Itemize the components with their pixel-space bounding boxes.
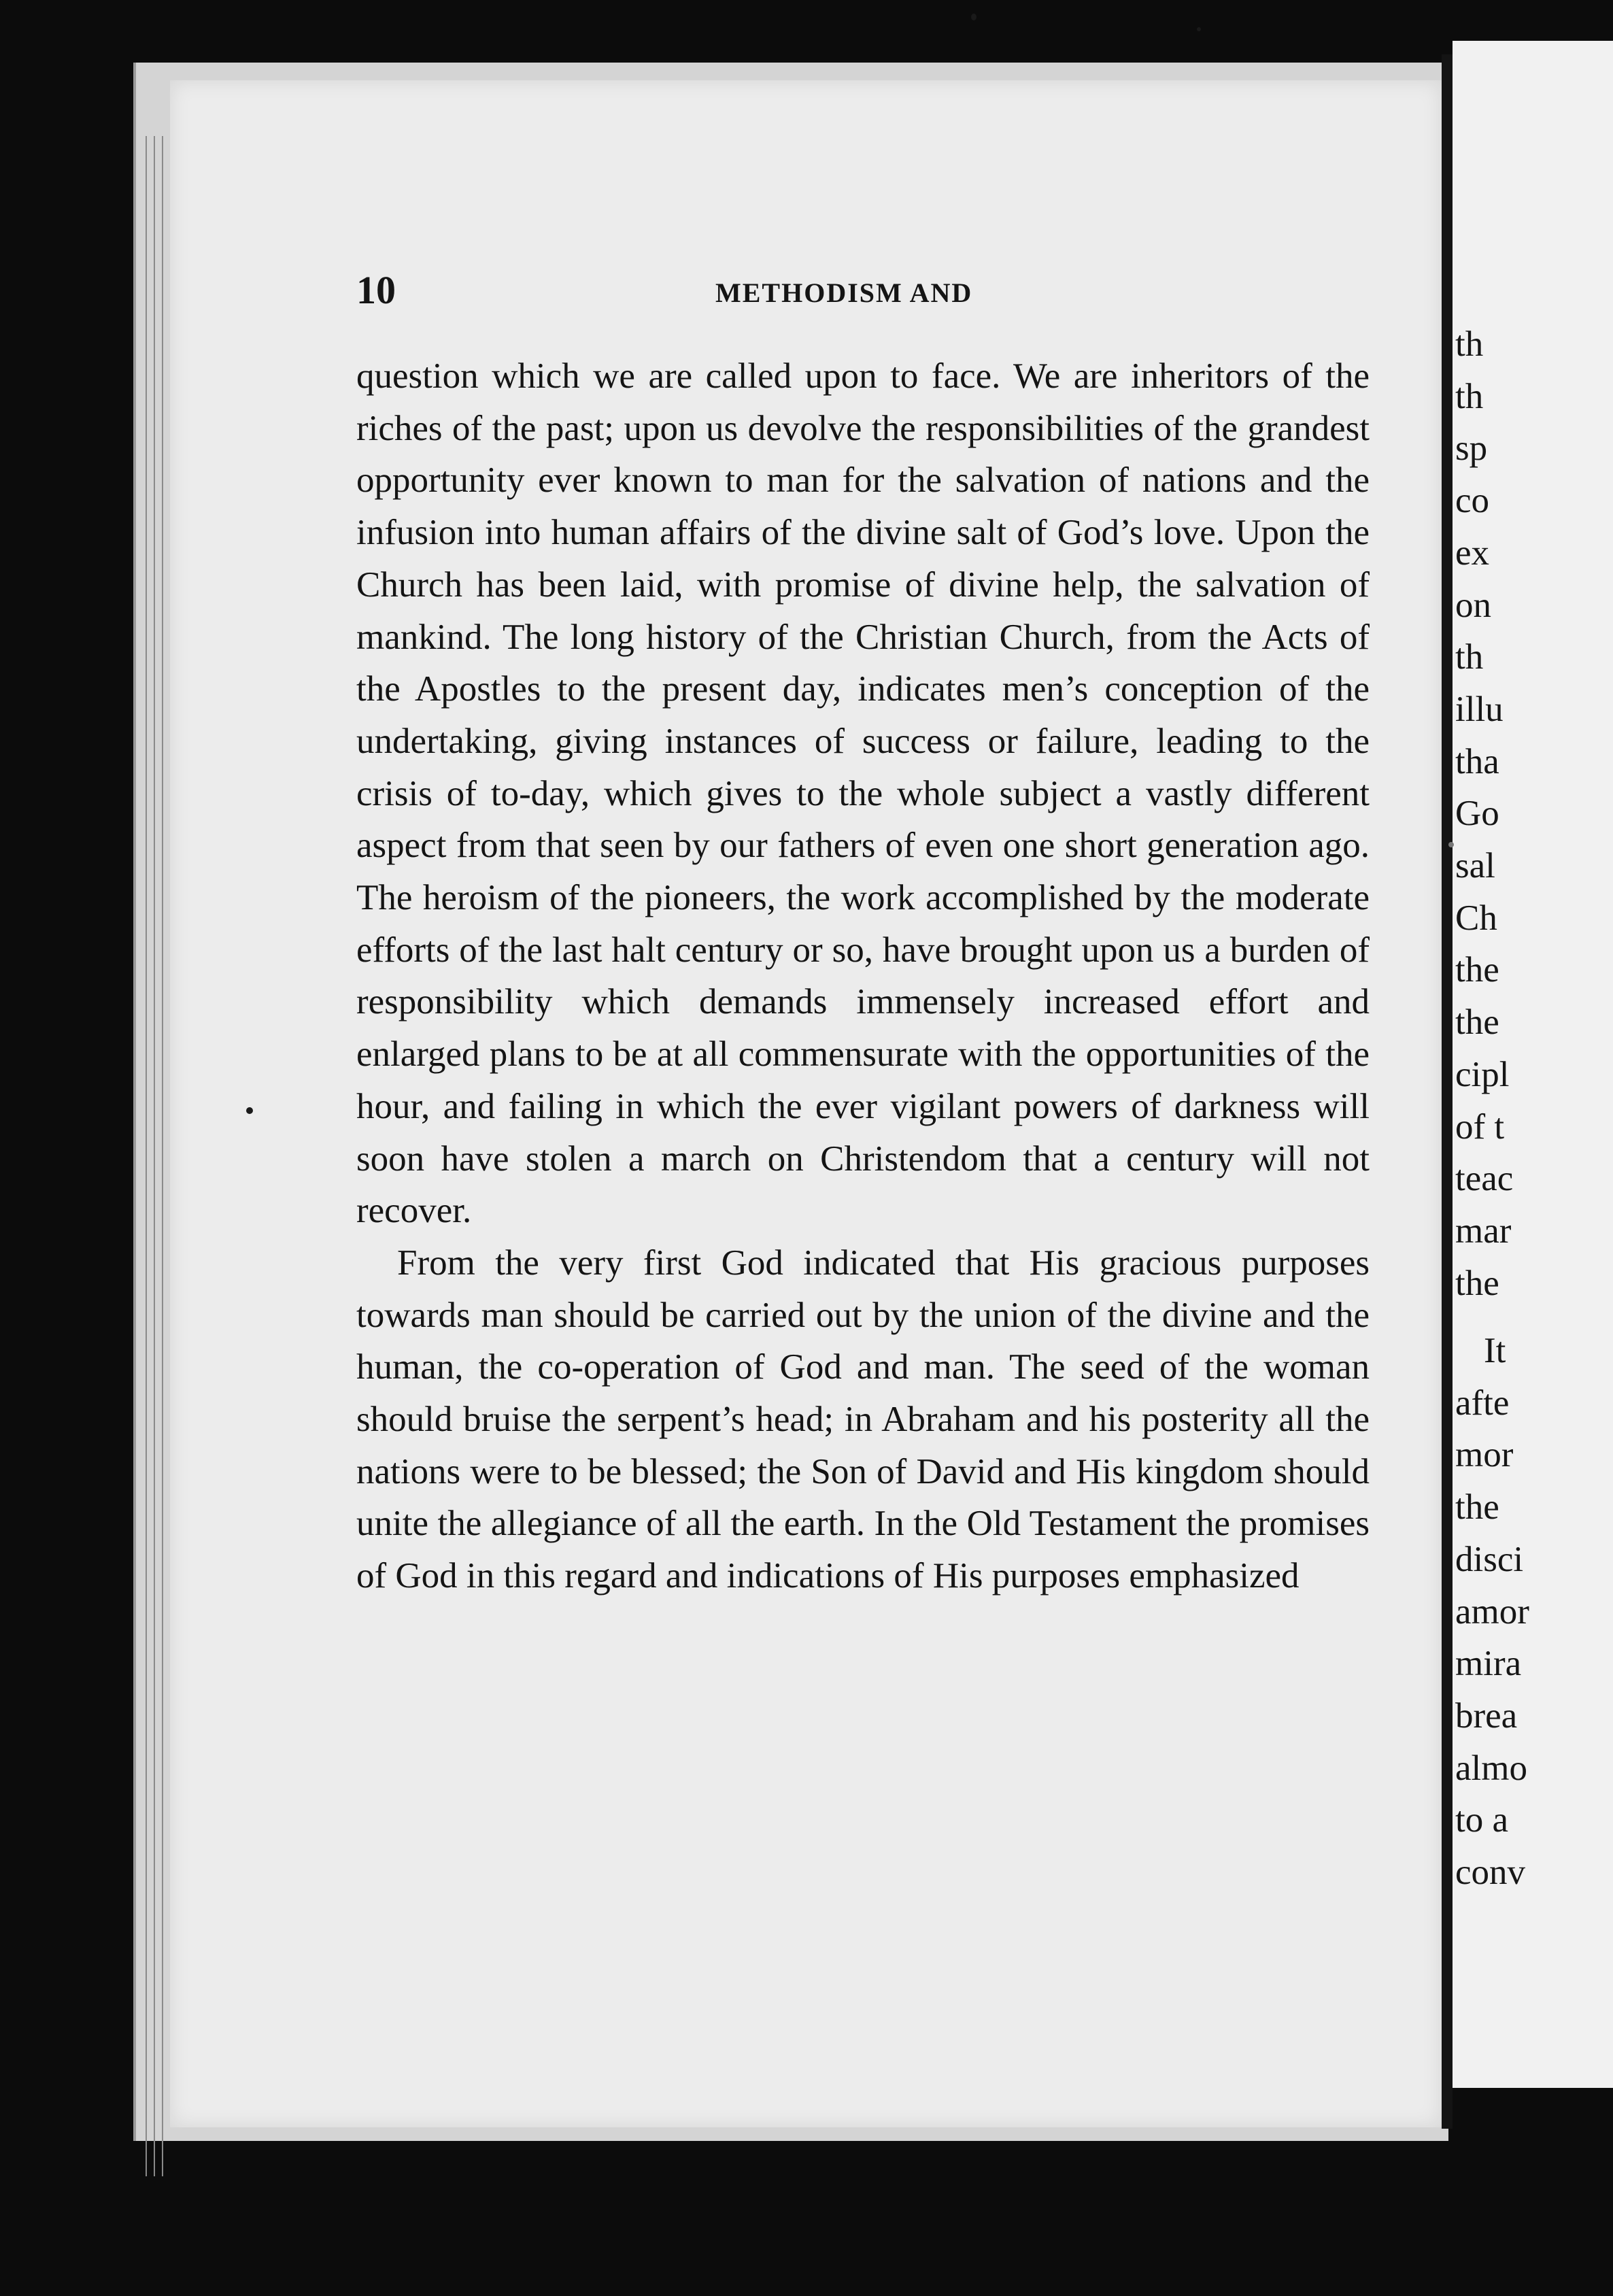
facing-page [1453, 41, 1613, 2088]
facing-page-text-fragment: sal [1455, 846, 1495, 885]
paragraph: question which we are called upon to face. We are inheritors of the riches of the past; upon us devolve the responsibilities of the grandest opportunity ever known to man for the salvation of nations and the infusion into human affairs of the divine salt of God’s love. Upon the Church has been laid, with promise of divine help, the salvation of mankind. The long history of the Christian Church, from the Acts of the Apostles to the present day, indicates men’s conception of the undertaking, giving instances of success or failure, leading to the crisis of to-day, which gives to the whole subject a vastly different aspect from that seen by our fathers of even one short generation ago. The heroism of the pioneers, the work accomplished by the moderate efforts of the last halt century or so, have brought upon us a burden of responsibility which demands immensely increased effort and enlarged plans to be at all commensurate with the opportunities of the hour, and failing in which the ever vigilant powers of darkness will soon have stolen a march on Christendom that a century will not recover. [356, 356, 1370, 1231]
running-head [356, 267, 1390, 312]
facing-page-text-fragment: brea [1455, 1695, 1518, 1736]
scan-speck [1448, 842, 1454, 847]
facing-page-text-fragment: mar [1455, 1211, 1512, 1251]
scan-speck [971, 14, 977, 20]
facing-page-text-fragment: on [1455, 585, 1491, 625]
facing-page-text-fragment: Go [1455, 794, 1499, 834]
page-edge-line [162, 136, 163, 2176]
scan-speck [1197, 27, 1201, 31]
scan-speck [246, 1107, 253, 1114]
facing-page-text-fragment: disci [1455, 1539, 1524, 1579]
body-text [356, 350, 1370, 1602]
facing-page-text-fragment: afte [1455, 1383, 1510, 1423]
facing-page-text-fragment: th [1455, 324, 1484, 364]
facing-page-text-fragment: of t [1455, 1107, 1505, 1147]
running-title: METHODISM AND [715, 277, 973, 308]
page-edge-line [154, 136, 155, 2176]
facing-page-text-fragment: ex [1455, 533, 1490, 573]
facing-page-text-fragment: almo [1455, 1748, 1527, 1788]
facing-page-text-fragment: illu [1455, 689, 1504, 729]
facing-page-text-fragment: Ch [1455, 898, 1497, 938]
facing-page-text-fragment: mor [1455, 1435, 1514, 1475]
facing-page-text-fragment: tha [1455, 741, 1499, 781]
facing-page-text-fragment: the [1455, 1487, 1499, 1527]
gutter-shadow [1442, 54, 1453, 2129]
facing-page-text-fragment: amor [1455, 1591, 1529, 1632]
facing-page-text-fragment: cipl [1455, 1054, 1510, 1094]
facing-page-text-fragment: th [1455, 637, 1484, 677]
facing-page-text-fragment: co [1455, 481, 1490, 521]
facing-page-text-fragment: conv [1455, 1853, 1526, 1892]
facing-page-text-fragment: mira [1455, 1644, 1522, 1684]
facing-page-text-fragment: the [1455, 1263, 1499, 1303]
facing-page-text-fragment: sp [1455, 428, 1488, 469]
facing-page-text-fragment: It [1484, 1331, 1506, 1370]
page-edge-line [146, 136, 147, 2176]
page-number: 10 [356, 268, 396, 312]
facing-page-text-fragment: the [1455, 1002, 1499, 1043]
facing-page-text-fragment: the [1455, 950, 1499, 990]
facing-page-text-fragment: teac [1455, 1159, 1514, 1199]
paragraph: From the very first God indicated that His gracious purposes towards man should be carried out by the union of the divine and the human, the co-operation of God and man. The seed of the woman should bruise the serpent’s head; in Abraham and his posterity all the nations were to be blessed; the Son of David and His kingdom should unite the allegiance of all the earth. In the Old Testament the promises of God in this regard and indications of His purposes emphasized [356, 1243, 1370, 1596]
facing-page-text-fragment: th [1455, 376, 1484, 416]
facing-page-text-fragment: to a [1455, 1800, 1508, 1840]
